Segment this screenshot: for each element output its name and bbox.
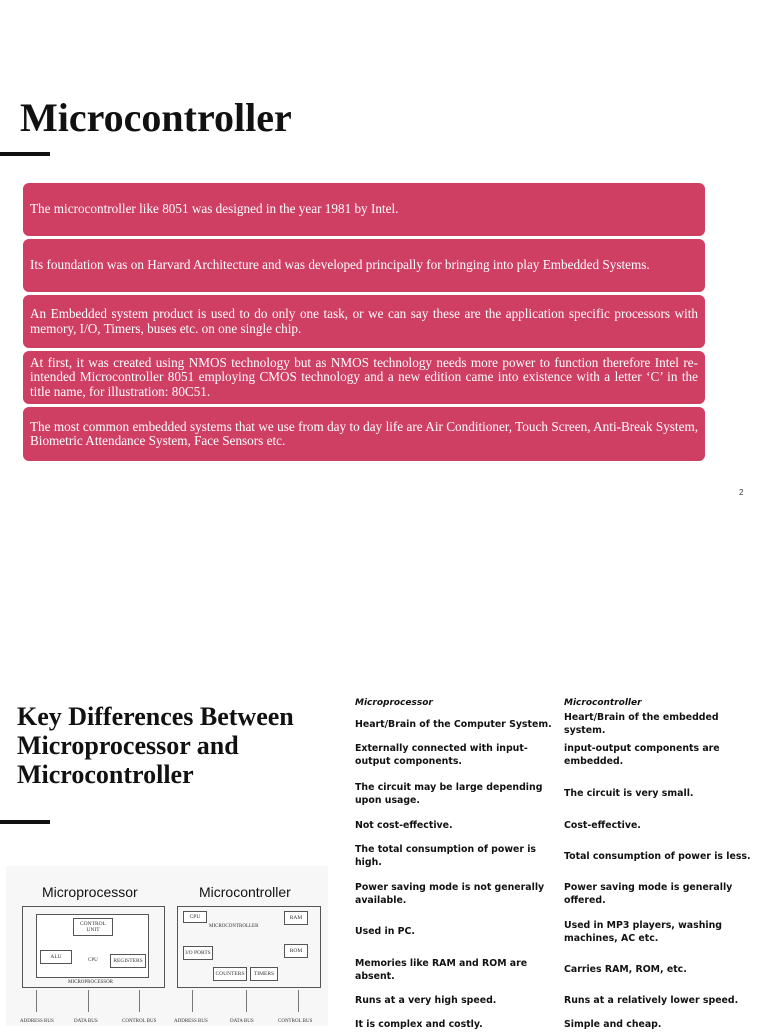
slide-key-differences — [0, 676, 768, 1030]
table-row — [355, 1012, 763, 1036]
point-text: The microcontroller like 8051 was designed in the year 1981 by Intel. — [30, 201, 399, 217]
alu-box: ALU — [40, 950, 72, 964]
control-bus-arrow — [298, 990, 299, 1012]
microcontroller-label: MICROCONTROLLER — [209, 924, 259, 929]
bus-label: CONTROL BUS — [278, 1019, 313, 1024]
address-bus-arrow — [36, 990, 37, 1012]
table-row — [355, 912, 763, 951]
table-row — [355, 951, 763, 988]
table-cell: Used in MP3 players, washing machines, AC etc. — [564, 919, 722, 944]
diagram-title-microcontroller: Microcontroller — [199, 884, 291, 900]
table-cell: Simple and cheap. — [564, 1018, 662, 1030]
control-bus-arrow — [139, 990, 140, 1012]
table-cell: The circuit may be large depending upon usage. — [355, 781, 543, 806]
io-ports-box: I/O PORTS — [183, 946, 213, 960]
table-cell: input-output components are embedded. — [564, 743, 720, 767]
table-cell: Carries RAM, ROM, etc. — [564, 964, 687, 975]
slide-title: Key Differences Between Microprocessor and Microcontroller — [17, 702, 294, 789]
table-cell: The total consumption of power is high. — [355, 844, 537, 868]
control-unit-box: CONTROL UNIT — [73, 918, 113, 936]
point-box — [23, 407, 705, 461]
point-box — [23, 239, 705, 292]
table-cell: Cost-effective. — [564, 819, 641, 831]
table-row — [355, 774, 763, 813]
header-microprocessor: Microprocessor — [355, 697, 433, 708]
page-number: 2 — [739, 488, 744, 497]
table-cell: It is complex and costly. — [355, 1018, 483, 1030]
point-box — [23, 295, 705, 348]
table-row — [355, 712, 763, 736]
table-row — [355, 736, 763, 774]
timers-box: TIMERS — [250, 967, 278, 981]
comparison-table — [355, 694, 763, 1036]
point-text: Its foundation was on Harvard Architecture and was developed principally for bringing into play Embedded Systems. — [30, 257, 650, 273]
diagram-title-microprocessor: Microprocessor — [42, 884, 138, 900]
cpu-label: CPU — [88, 958, 98, 963]
mc-cpu-box: CPU — [183, 911, 207, 923]
point-box — [23, 351, 705, 404]
bus-label: ADDRESS BUS — [174, 1019, 208, 1024]
table-cell: Heart/Brain of the Computer System. — [355, 718, 552, 730]
bus-label: DATA BUS — [230, 1019, 254, 1024]
ram-box: RAM — [284, 911, 308, 925]
counters-box: COUNTERS — [213, 967, 247, 981]
header-microcontroller: Microcontroller — [564, 697, 642, 708]
rom-box: ROM — [284, 944, 308, 958]
bus-label: ADDRESS BUS — [20, 1019, 54, 1024]
table-cell: Memories like RAM and ROM are absent. — [355, 957, 528, 982]
table-cell: The circuit is very small. — [564, 788, 694, 799]
table-cell: Not cost-effective. — [355, 819, 453, 831]
data-bus-arrow — [88, 990, 89, 1012]
table-row — [355, 875, 763, 912]
point-text: At first, it was created using NMOS technology but as NMOS technology needs more power to function therefore Intel re-intended Microcontroller 8051 employing CMOS technology and a new edition came into existence with a letter ‘C’ in the title name, for illustration: 80C51. — [30, 354, 698, 399]
address-bus-arrow — [192, 990, 193, 1012]
slide-title: Microcontroller — [20, 95, 292, 140]
table-cell: Used in PC. — [355, 926, 415, 937]
point-text: The most common embedded systems that we use from day to day life are Air Conditioner, Touch Screen, Anti-Break System, Biometric Attendance System, Face Sensors etc. — [30, 418, 698, 448]
table-cell: Power saving mode is generally offered. — [564, 881, 733, 906]
bullet-boxes — [23, 183, 705, 464]
registers-box: REGISTERS — [110, 954, 146, 968]
table-cell: Heart/Brain of the embedded system. — [564, 712, 719, 736]
table-header-row — [355, 694, 763, 712]
title-underline — [0, 152, 50, 156]
title-underline — [0, 820, 50, 824]
table-cell: Runs at a very high speed. — [355, 994, 497, 1006]
table-cell: Power saving mode is not generally available. — [355, 881, 545, 906]
table-row — [355, 813, 763, 837]
architecture-diagram — [6, 866, 328, 1026]
data-bus-arrow — [246, 990, 247, 1012]
table-row — [355, 988, 763, 1012]
table-cell: Total consumption of power is less. — [564, 850, 751, 862]
point-box — [23, 183, 705, 236]
table-cell: Runs at a relatively lower speed. — [564, 994, 739, 1006]
bus-label: DATA BUS — [74, 1019, 98, 1024]
microprocessor-label: MICROPROCESSOR — [68, 980, 114, 985]
point-text: An Embedded system product is used to do only one task, or we can say these are the application specific processors with memory, I/O, Timers, buses etc. on one single chip. — [30, 306, 698, 336]
table-cell: Externally connected with input-output components. — [355, 743, 528, 767]
bus-label: CONTROL BUS — [122, 1019, 157, 1024]
table-row — [355, 837, 763, 875]
